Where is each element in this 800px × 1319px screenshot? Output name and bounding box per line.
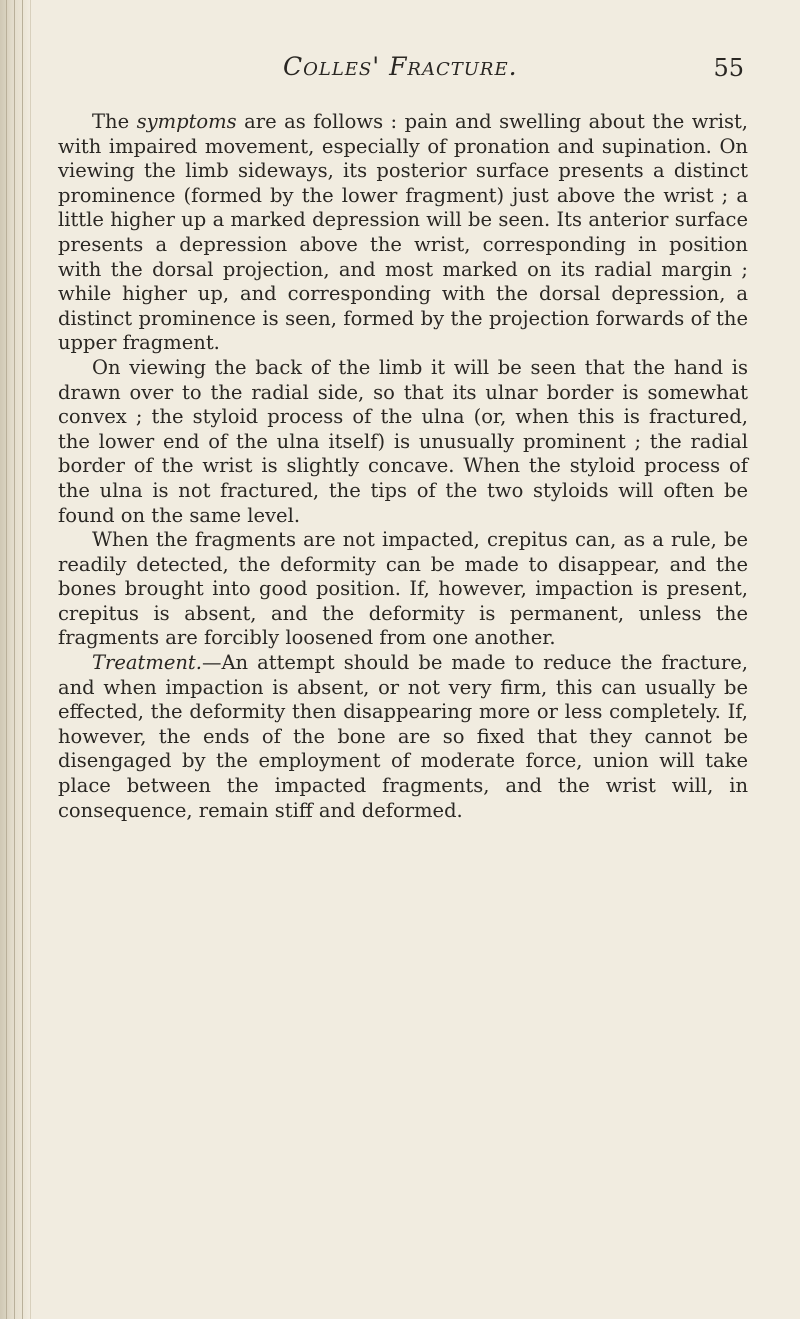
page-header (58, 52, 748, 88)
emphasis-treatment: Treatment. (92, 651, 202, 675)
paragraph-text: are as follows : pain and swelling about the wrist, with impaired movement, especially of pronation and supination. On viewing the limb sideways, its posterior surface presents a distinct prominence (formed by the lower fragment) just above the wrist ; a little higher up a marked depression will be seen. Its anterior surface presents a depression above the wrist, corresponding in position with the dorsal projection, and most marked on its radial margin ; while higher up, and corresponding with the dorsal depression, a distinct prominence is seen, formed by the projection forwards of the upper fragment. (58, 110, 749, 355)
page-number: 55 (713, 54, 744, 82)
book-spine-gutter (0, 0, 31, 1319)
paragraph-symptoms (58, 110, 748, 356)
paragraph-text: —An attempt should be made to reduce the fracture, and when impaction is absent, or not very firm, this can usually be effected, the deformity then disappearing more or less completely. If, however, the ends of the bone are so fixed that they cannot be disengaged by the employment of moderate force, union will take place between the impacted fragments, and the wrist will, in consequence, remain stiff and deformed. (58, 651, 748, 822)
running-head: Colles' Fracture. (283, 52, 518, 81)
paragraph-impaction: When the fragments are not impacted, crepitus can, as a rule, be readily detected, the deformity can be made to disappear, and the bones brought into good position. If, however, impaction is present, crepitus is absent, and the deformity is permanent, unless the fragments are forcibly loosened from one another. (58, 528, 748, 650)
emphasis-symptoms: symptoms (136, 110, 237, 133)
gutter-line (14, 0, 15, 1319)
book-page (58, 52, 748, 823)
paragraph-back-of-limb: On viewing the back of the limb it will be seen that the hand is drawn over to the radial side, so that its ulnar border is somewhat convex ; the styloid process of the ulna (or, when this is fractured, the lower end of the ulna itself) is unusually prominent ; the radial border of the wrist is slightly concave. When the styloid process of the ulna is not fractured, the tips of the two styloids will often be found on the same level. (58, 355, 748, 527)
paragraph-treatment (58, 651, 748, 823)
gutter-line (6, 0, 7, 1319)
paragraph-lead: The (92, 110, 137, 133)
gutter-line (22, 0, 23, 1319)
